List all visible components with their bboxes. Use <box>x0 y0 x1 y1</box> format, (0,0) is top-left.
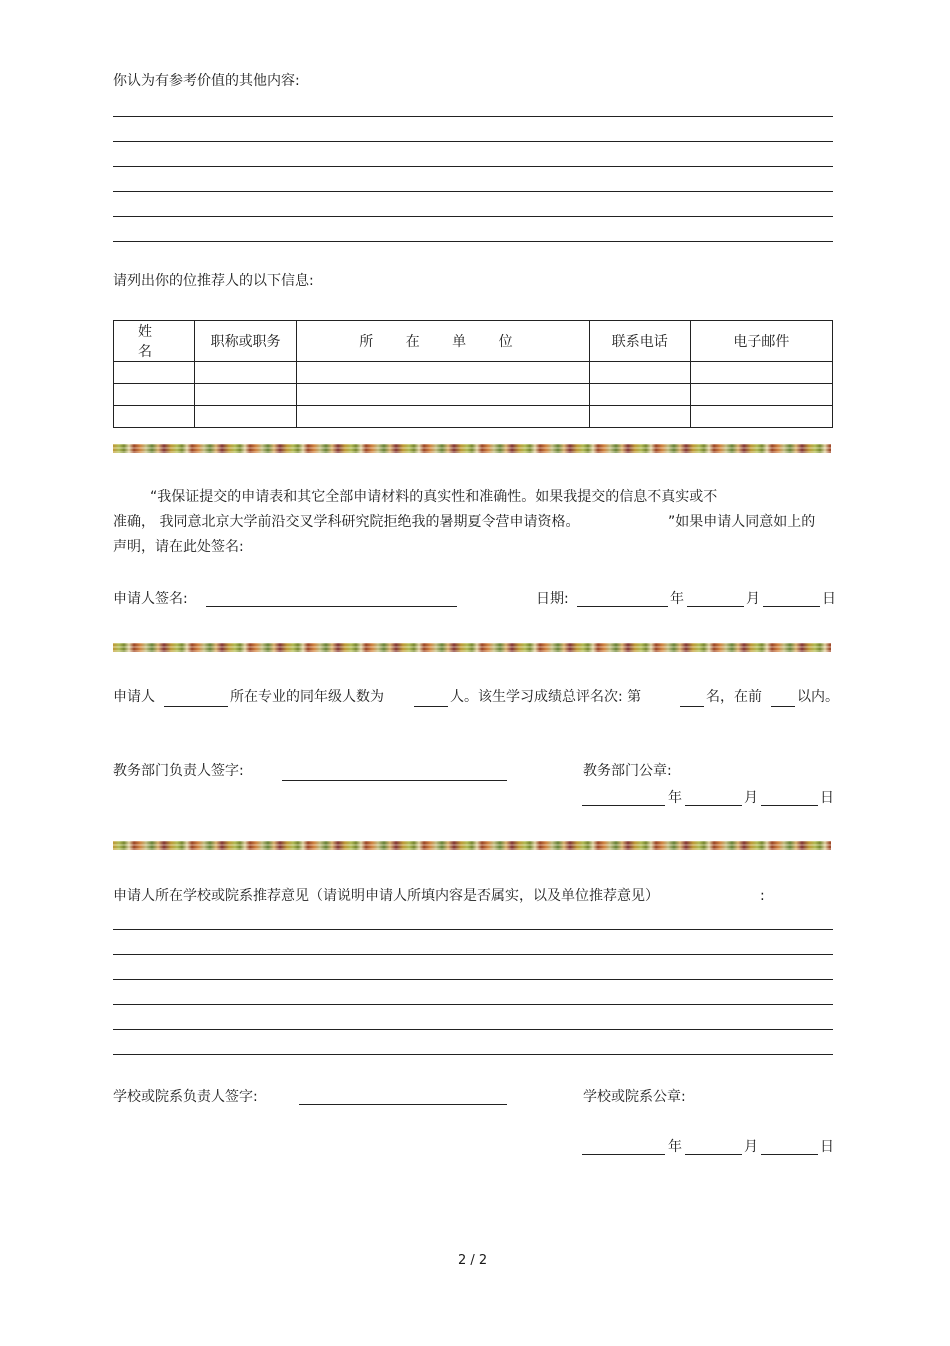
column-header-unit: 所 在 单 位 <box>297 321 589 362</box>
table-cell[interactable] <box>589 362 690 384</box>
school-opinion-colon: : <box>760 888 765 904</box>
year-unit: 年 <box>668 790 682 806</box>
day-unit: 日 <box>820 1139 834 1155</box>
table-cell[interactable] <box>297 406 589 428</box>
rank-field[interactable] <box>680 706 704 707</box>
page-number: 2 / 2 <box>458 1253 488 1268</box>
table-cell[interactable] <box>114 406 195 428</box>
academic-month-field[interactable] <box>685 805 742 806</box>
school-day-field[interactable] <box>761 1154 818 1155</box>
school-signature-field[interactable] <box>299 1104 507 1105</box>
declaration-line-3: 声明，请在此处签名: <box>113 539 244 555</box>
declaration-line-1: “我保证提交的申请表和其它全部申请材料的真实性和准确性。如果我提交的信息不真实或不 <box>150 489 718 505</box>
answer-line[interactable] <box>113 241 833 242</box>
ranking-applicant-label: 申请人 <box>113 689 155 705</box>
answer-line[interactable] <box>113 191 833 192</box>
answer-line[interactable] <box>113 216 833 217</box>
table-cell[interactable] <box>589 406 690 428</box>
year-unit: 年 <box>670 591 684 607</box>
school-year-field[interactable] <box>582 1154 665 1155</box>
school-opinion-label: 申请人所在学校或院系推荐意见（请说明申请人所填内容是否属实，以及单位推荐意见） <box>113 888 659 904</box>
opinion-line[interactable] <box>113 1004 833 1005</box>
answer-line[interactable] <box>113 141 833 142</box>
table-cell[interactable] <box>690 384 832 406</box>
declaration-line-2b: ”如果申请人同意如上的 <box>668 514 816 530</box>
school-seal-label: 学校或院系公章: <box>583 1089 686 1105</box>
table-cell[interactable] <box>114 384 195 406</box>
table-cell[interactable] <box>690 362 832 384</box>
day-unit: 日 <box>822 591 836 607</box>
table-header-row <box>114 321 833 362</box>
ranking-within-label: 以内。 <box>797 689 839 705</box>
column-header-name: 姓 名 <box>114 321 195 362</box>
decorative-divider <box>113 643 831 652</box>
table-cell[interactable] <box>297 384 589 406</box>
academic-year-field[interactable] <box>582 805 665 806</box>
declaration-line-2a: 准确， 我同意北京大学前沿交叉学科研究院拒绝我的暑期夏令营申请资格。 <box>113 514 580 530</box>
academic-day-field[interactable] <box>761 805 818 806</box>
column-header-title: 职称或职务 <box>195 321 297 362</box>
table-row <box>114 384 833 406</box>
day-unit: 日 <box>820 790 834 806</box>
cohort-size-field[interactable] <box>414 706 448 707</box>
date-label: 日期: <box>536 591 569 607</box>
date-year-field[interactable] <box>577 606 668 607</box>
applicant-signature-label: 申请人签名: <box>113 591 188 607</box>
referees-label: 请列出你的位推荐人的以下信息: <box>113 273 314 289</box>
table-cell[interactable] <box>690 406 832 428</box>
table-cell[interactable] <box>195 406 297 428</box>
academic-office-signature-field[interactable] <box>282 780 507 781</box>
month-unit: 月 <box>744 1139 758 1155</box>
opinion-line[interactable] <box>113 929 833 930</box>
referees-table <box>113 320 833 428</box>
month-unit: 月 <box>746 591 760 607</box>
column-header-phone: 联系电话 <box>589 321 690 362</box>
opinion-line[interactable] <box>113 1054 833 1055</box>
top-percent-field[interactable] <box>771 706 795 707</box>
date-day-field[interactable] <box>763 606 820 607</box>
table-cell[interactable] <box>589 384 690 406</box>
table-cell[interactable] <box>297 362 589 384</box>
opinion-line[interactable] <box>113 1029 833 1030</box>
opinion-line[interactable] <box>113 979 833 980</box>
applicant-name-field[interactable] <box>164 706 228 707</box>
answer-line[interactable] <box>113 116 833 117</box>
decorative-divider <box>113 841 831 850</box>
month-unit: 月 <box>744 790 758 806</box>
academic-office-seal-label: 教务部门公章: <box>583 763 672 779</box>
academic-office-signature-label: 教务部门负责人签字: <box>113 763 244 779</box>
table-cell[interactable] <box>114 362 195 384</box>
answer-line[interactable] <box>113 166 833 167</box>
table-cell[interactable] <box>195 362 297 384</box>
year-unit: 年 <box>668 1139 682 1155</box>
table-row <box>114 406 833 428</box>
school-signature-label: 学校或院系负责人签字: <box>113 1089 258 1105</box>
table-row <box>114 362 833 384</box>
ranking-rank-label: 人。该生学习成绩总评名次: 第 <box>450 689 642 705</box>
applicant-signature-field[interactable] <box>206 606 457 607</box>
opinion-line[interactable] <box>113 954 833 955</box>
decorative-divider <box>113 444 831 453</box>
column-header-email: 电子邮件 <box>690 321 832 362</box>
date-month-field[interactable] <box>687 606 744 607</box>
table-cell[interactable] <box>195 384 297 406</box>
school-month-field[interactable] <box>685 1154 742 1155</box>
ranking-top-label: 名，在前 <box>706 689 762 705</box>
other-content-label: 你认为有参考价值的其他内容: <box>113 73 300 89</box>
ranking-cohort-label: 所在专业的同年级人数为 <box>230 689 384 705</box>
